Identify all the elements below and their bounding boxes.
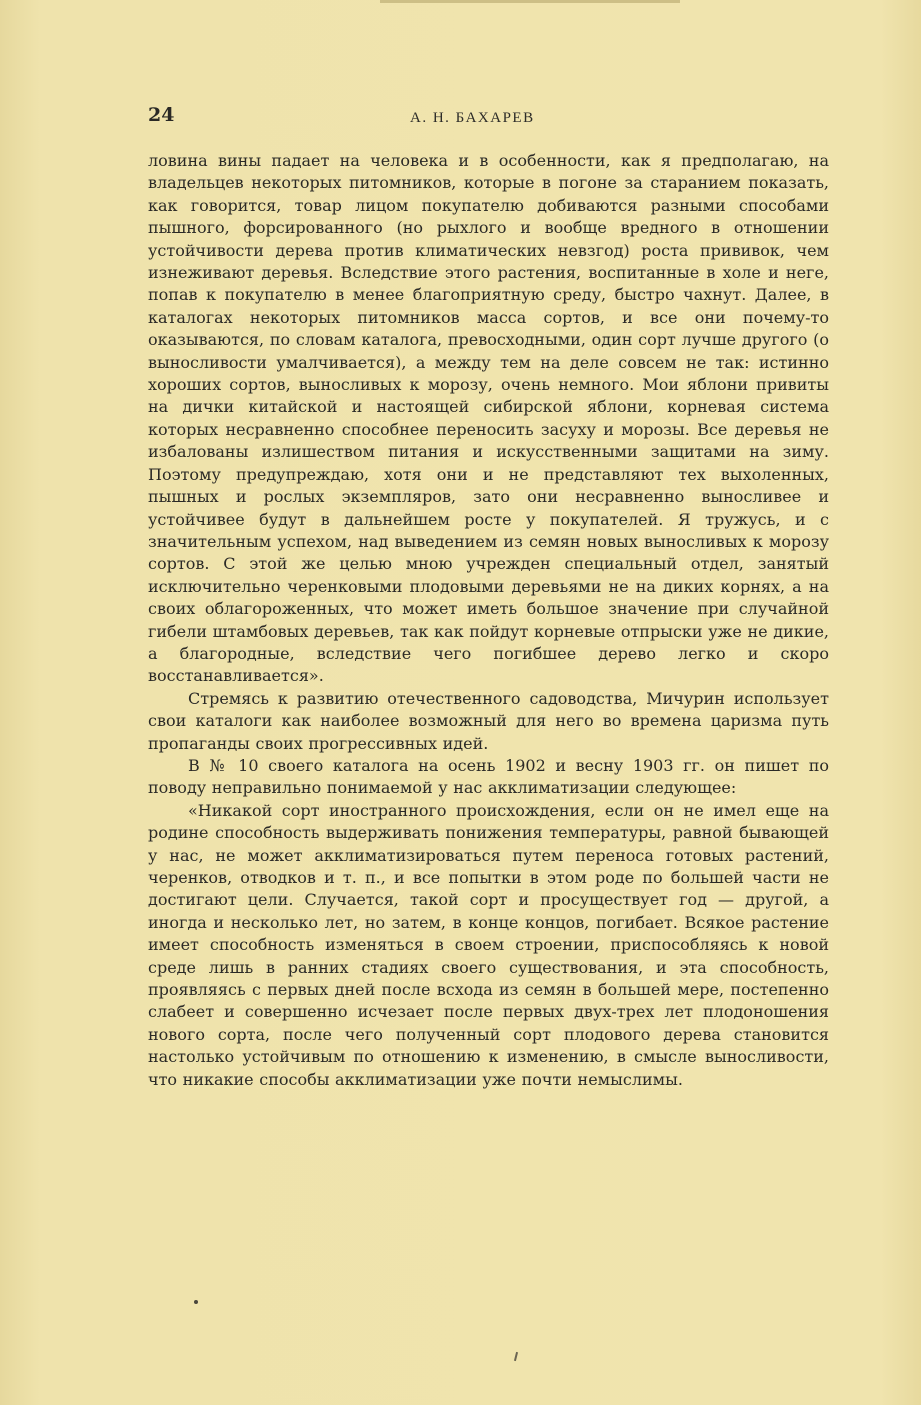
scan-mark (514, 1352, 518, 1361)
page-number: 24 (148, 104, 175, 126)
page-header (148, 104, 828, 134)
paragraph-michurin-catalogs: Стремясь к развитию отечественного садоводства, Мичурин использует свои каталоги как наиболее возможный для него во времена царизма путь пропаганды своих прогрессивных идей. (148, 688, 829, 753)
paragraph-acclimatization-quote: «Никакой сорт иностранного происхождения, если он не имел еще на родине способность выдерживать понижения температуры, равной бывающей у нас, не может акклиматизироваться путем переноса готовых растений, черенков, отводков и т. п., и все попытки в этом роде по большей части не достигают цели. Случается, такой сорт и просуществует год — другой, а иногда и несколько лет, но затем, в конце концов, погибает. Всякое растение имеет способность изменяться в своем строении, приспособляясь к новой среде лишь в ранних стадиях своего существования, и эта способность, проявляясь с первых дней после всхода из семян в большей мере, постепенно слабеет и совершенно исчезает после первых двух-трех лет плодоношения нового сорта, после чего полученный сорт плодового дерева становится настолько устойчивым по отношению к изменению, в смысле выносливости, что никакие способы акклиматизации уже почти немыслимы. (148, 800, 829, 1089)
paragraph-continued-quote: ловина вины падает на человека и в особенности, как я предполагаю, на владельцев некоторых питомников, которые в погоне за старанием показать, как говорится, товар лицом покупателю добиваются разными способами пышного, форсированного (но рыхлого и вообще вредного в отношении устойчивости дерева против климатических невзгод) роста прививок, чем изнеживают деревья. Вследствие этого растения, воспитанные в холе и неге, попав к покупателю в менее благоприятную среду, быстро чахнут. Далее, в каталогах некоторых питомников масса сортов, и все они почему-то оказываются, по словам каталога, превосходными, один сорт лучше другого (о выносливости умалчивается), а между тем на деле совсем не так: истинно хороших сортов, выносливых к морозу, очень немного. Мои яблони привиты на дички китайской и настоящей сибирской яблони, корневая система которых несравненно способнее переносить засуху и морозы. Все деревья не избалованы излишеством питания и искусственными защитами на зиму. Поэтому предупреждаю, хотя они и не представляют тех выхоленных, пышных и рослых экземпляров, зато они несравненно выносливее и устойчивее будут в дальнейшем росте у покупателей. Я тружусь, и с значительным успехом, над выведением из семян новых выносливых к морозу сортов. С этой же целью мною учрежден специальный отдел, занятый исключительно черенковыми плодовыми деревьями не на диких корнях, а на своих облагороженных, что может иметь большое значение при случайной гибели штамбовых деревьев, так как пойдут корневые отпрыски уже не дикие, а благородные, вследствие чего погибшее дерево легко и скоро восстанавливается». (148, 151, 829, 686)
body-text (148, 150, 829, 1091)
running-head: А. Н. БАХАРЕВ (410, 110, 535, 126)
paragraph-catalog-10: В № 10 своего каталога на осень 1902 и весну 1903 гг. он пишет по поводу неправильно понимаемой у нас акклиматизации следующее: (148, 755, 829, 798)
ink-speck (194, 1300, 198, 1304)
page-edge-shadow (380, 0, 680, 3)
